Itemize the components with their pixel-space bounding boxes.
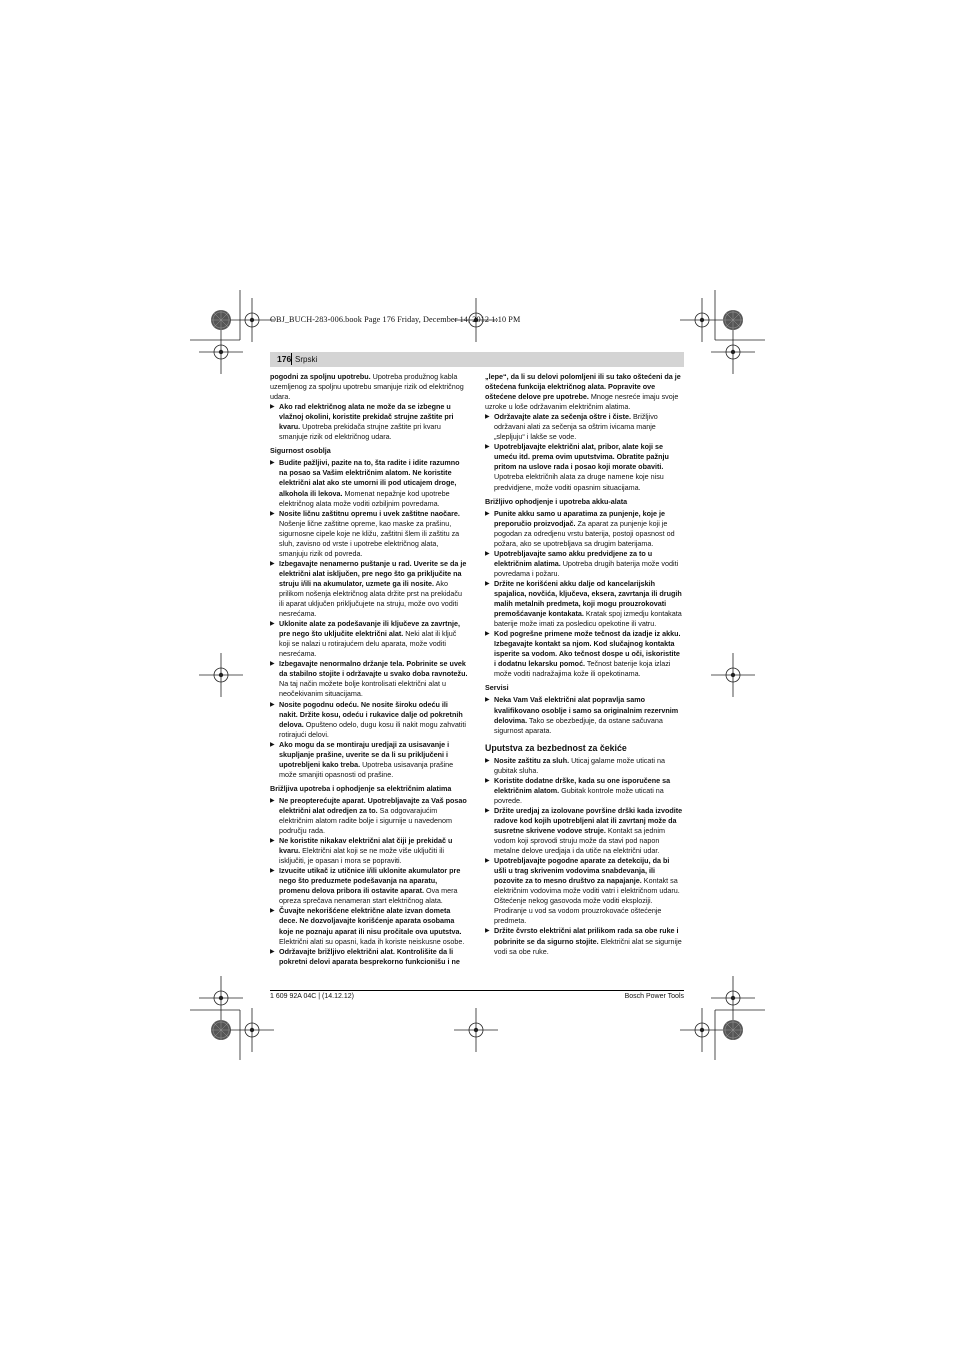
item-bold-text: Čuvajte nekorišćene električne alate izvan dometa dece. Ne dozvoljavajte korišćenje aparata osobama koje ne poznaju aparat ili nisu pročitale ova uputstva. bbox=[279, 906, 462, 936]
item-bold-text: pogodni za spoljnu upotrebu. bbox=[270, 372, 371, 381]
crop-cross-icon bbox=[230, 298, 274, 342]
item-bold-text: Ako rad električnog alata ne može da se izbegne u vlažnoj okolini, koristite prekidač strujne zaštite pri kvaru. bbox=[279, 402, 454, 432]
battery-list bbox=[485, 509, 683, 680]
list-item bbox=[485, 695, 683, 735]
list-item bbox=[270, 947, 468, 967]
item-bold-text: Držite ne korišćeni akku dalje od kancelarijskih spajalica, novčića, ključeva, eksera, zavrtanja ili drugih malih metalnih predmeta, koji mogu prouzrokovati premošćavanje kontakata. bbox=[494, 578, 682, 619]
crop-cross-icon bbox=[680, 1008, 724, 1052]
crop-cross-icon bbox=[199, 653, 243, 697]
color-disc-icon bbox=[723, 1020, 743, 1040]
item-bold-text: Izbegavajte nenormalno držanje tela. Pobrinite se uvek da stabilno stojite i održavajte u svako doba ravnotežu. bbox=[279, 659, 468, 679]
section-title-hammer-safety: Uputstva za bezbednost za čekiće bbox=[485, 742, 627, 753]
item-body-text: Mnoge nesreće imaju svoje uzroke u loše održavanim električnim alatima. bbox=[485, 392, 679, 412]
left-intro-items bbox=[270, 402, 468, 442]
item-bold-text: Uklonite alate za podešavanje ili ključeve za zavrtnje, pre nego što uključite električni alat. bbox=[279, 619, 460, 639]
crop-cross-icon bbox=[199, 976, 243, 1020]
list-item bbox=[485, 549, 683, 579]
list-item bbox=[270, 796, 468, 836]
footer-rule bbox=[270, 990, 684, 991]
item-bold-text: Neka Vam Vaš električni alat popravlja samo kvalifikovano osoblje i samo sa originalnim rezervnim delovima. bbox=[494, 695, 679, 725]
list-item bbox=[270, 906, 468, 946]
item-body-text: Kratak spoj izmedju kontakata baterije može imati za posledicu opekotine ili vatru. bbox=[494, 609, 682, 629]
item-body-text: Kontakt sa električnim vodovima može voditi vatri i električnom udaru. Oštećenje nekog gasovoda može voditi eksploziji. Prodiranje u vod sa vodom prouzrokovaće oštećenje predmeta. bbox=[494, 876, 680, 926]
item-bold-text: Izvucite utikač iz utičnice i/ili uklonite akumulator pre nego što preduzmete podešavanja na aparatu, promenu delova pribora ili ostavite aparat. bbox=[279, 866, 461, 896]
service-list bbox=[485, 695, 683, 735]
list-item bbox=[270, 836, 468, 866]
list-item bbox=[270, 619, 468, 659]
item-body-text: Upotreba prekidača strujne zaštite pri kvaru smanjuje rizik od električnog udara. bbox=[279, 422, 441, 442]
item-bold-text: Održavajte brižljivo električni alat. Kontrolišite da li pokretni delovi aparata besprekorno funkcionišu i ne bbox=[279, 946, 460, 966]
color-disc-icon bbox=[211, 1020, 231, 1040]
footer-brand: Bosch Power Tools bbox=[624, 993, 684, 1000]
item-bold-text: Držite čvrsto električni alat prilikom rada sa obe ruke i pobrinite se da sigurno stojite. bbox=[494, 926, 679, 946]
crop-cross-icon bbox=[711, 976, 755, 1020]
item-body-text: Uticaj galame može uticati na gubitak sluha. bbox=[494, 755, 665, 775]
list-item bbox=[270, 700, 468, 740]
item-body-text: Neki alat ili ključ koji se nalazi u rotirajućem delu aparata, može voditi nesrećama. bbox=[279, 629, 457, 659]
paragraph bbox=[485, 372, 683, 412]
list-item bbox=[485, 856, 683, 926]
item-bold-text: Upotrebljavajte pogodne aparate za detekciju, da bi ušli u trag skrivenim vodovima snabdevanja, ili pozovite za to mesno društvo za napajanje. bbox=[494, 856, 670, 886]
item-body-text: Upotreba produžnog kabla uzemljenog za spoljnu upotrebu smanjuje rizik od električnog udara. bbox=[270, 372, 464, 402]
header-language: Srpski bbox=[295, 355, 318, 364]
crop-cross-icon bbox=[199, 330, 243, 374]
item-body-text: Na taj način možete bolje kontrolisati električni alat u neočekivanim situacijama. bbox=[279, 679, 446, 699]
item-bold-text: Upotrebljavajte samo akku predvidjene za to u električnim alatima. bbox=[494, 548, 653, 568]
item-bold-text: Nosite pogodnu odeću. Ne nosite široku odeću ili nakit. Držite kosu, odeću i rukavice dalje od pokretnih delova. bbox=[279, 699, 463, 729]
item-body-text: Kontakt sa jednim vodom koji sprovodi struju može da stavi pod napon metalne delove uredjaja i da utiče na električni udar. bbox=[494, 826, 665, 856]
list-item bbox=[270, 866, 468, 906]
item-body-text: Upotreba usisavanja prašine može smanjiti opasnosti od prašine. bbox=[279, 759, 454, 779]
list-item bbox=[485, 756, 683, 776]
personal-safety-list bbox=[270, 458, 468, 780]
item-body-text: Tečnost baterije koja izlazi može voditi nadražajima kože ili opekotinama. bbox=[494, 659, 671, 679]
header-separator bbox=[291, 353, 292, 365]
item-bold-text: Punite akku samo u aparatima za punjenje, koje je preporučio proizvodjač. bbox=[494, 508, 665, 528]
item-bold-text: Izbegavajte nenamerno puštanje u rad. Uverite se da je električni alat isključen, pre nego što ga priključite na struju i/ili na akumulator, uzmete ga ili nosite. bbox=[279, 558, 467, 588]
crop-cross-icon bbox=[711, 330, 755, 374]
item-bold-text: Ako mogu da se montiraju uredjaji za usisavanje i skupljanje prašine, uverite se da li su priključeni i upotrebljeni kako treba. bbox=[279, 739, 450, 769]
item-body-text: Gubitak kontrole može uticati na povrede. bbox=[494, 785, 664, 805]
item-bold-text: Držite uredjaj za izolovane površine drški kada izvodite radove kod kojih upotrebljeni alat ili zavrtanj može da susretne skrivene vodove struje. bbox=[494, 805, 683, 836]
section-title-tool-use: Brižljiva upotreba i ophodjenje sa električnim alatima bbox=[270, 783, 452, 793]
item-bold-text: Kod pogrešne primene može tečnost da izadje iz akku. Izbegavajte kontakt sa njom. Kod slučajnog kontakta isperite sa vodom. Ako tečnost dospe u oči, iskoristite i dodatnu lekarsku pomoć. bbox=[494, 629, 681, 669]
item-bold-text: Nosite zaštitu za sluh. bbox=[494, 755, 570, 765]
item-bold-text: Nosite ličnu zaštitnu opremu i uvek zaštitne naočare. bbox=[279, 508, 460, 518]
item-bold-text: Ne koristite nikakav električni alat čiji je prekidač u kvaru. bbox=[279, 836, 453, 856]
item-bold-text: „lepe“, da li su delovi polomljeni ili su tako oštećeni da je oštećena funkcija električnog alata. Popravite ove oštećene delove pre upotrebe. bbox=[485, 372, 681, 402]
list-item bbox=[485, 926, 683, 956]
section-title-battery: Brižljivo ophodjenje i upotreba akku-alata bbox=[485, 496, 628, 506]
crop-cross-icon bbox=[230, 1008, 274, 1052]
list-item bbox=[485, 776, 683, 806]
hammer-safety-list bbox=[485, 756, 683, 957]
left-column bbox=[270, 372, 468, 967]
crop-cross-icon bbox=[680, 298, 724, 342]
item-body-text: Ova mera opreza sprečava nenameran start električnog alata. bbox=[279, 886, 458, 906]
print-slug: OBJ_BUCH-283-006.book Page 176 Friday, December 14, 2012 1:10 PM bbox=[270, 315, 521, 324]
item-body-text: Nošenje lične zaštitne opreme, kao maske za prašinu, sigurnosne cipele koje ne kližu, zaštitni šlem ili zaštitu za sluh, zavisno od vrste i upotrebe električnog alata, smanjuju rizik od povreda. bbox=[279, 518, 460, 558]
item-body-text: Električni alat se sigurnije vodi sa obe ruke. bbox=[494, 936, 682, 956]
list-item bbox=[270, 458, 468, 508]
list-item bbox=[485, 806, 683, 856]
item-bold-text: Budite pažljivi, pazite na to, šta radite i idite razumno na posao sa Vašim električnim alatom. Ne koristite električni alat ako ste umorni ili pod uticajem droge, alkohola ili lekova. bbox=[279, 458, 460, 498]
tool-use-list bbox=[270, 796, 468, 967]
list-item bbox=[485, 442, 683, 492]
item-body-text: Brižljivo održavani alati za sečenja sa oštrim ivicama manje „slepljuju“ i lakše se vode. bbox=[494, 412, 658, 442]
list-item bbox=[485, 579, 683, 629]
crop-cross-icon bbox=[454, 1008, 498, 1052]
item-bold-text: Koristite dodatne drške, kada su one isporučene sa električnim alatom. bbox=[494, 775, 671, 795]
item-bold-text: Održavajte alate za sečenja oštre i čiste. bbox=[494, 412, 632, 422]
item-body-text: Upotreba električnih alata za druge namene koje nisu predvidjene, može voditi opasnim situacijama. bbox=[494, 472, 664, 492]
left-intro bbox=[270, 372, 468, 402]
color-disc-icon bbox=[211, 310, 231, 330]
list-item bbox=[485, 412, 683, 442]
item-body-text: Upotreba drugih baterija može voditi povredama i požaru. bbox=[494, 558, 679, 578]
item-body-text: Električni alati su opasni, kada ih koriste neiskusne osobe. bbox=[279, 936, 465, 946]
item-bold-text: Upotrebljavajte električni alat, pribor, alate koji se umeću itd. prema ovim uputstvima. Obratite pažnju pritom na uslove rada i posao koji morate obaviti. bbox=[494, 442, 669, 472]
list-item bbox=[270, 402, 468, 442]
item-body-text: Ako prilikom nošenja električnog alata držite prst na prekidaču ili aparat uključen priključujete na struju, može ovo voditi nesrećama. bbox=[279, 578, 462, 619]
page-number: 176 bbox=[277, 354, 292, 364]
item-body-text: Za aparat za punjenje koji je pogodan za odredjenu vrstu baterija, postoji opasnost od požara, ako se upotrebljava sa drugim baterijama. bbox=[494, 518, 675, 548]
list-item bbox=[270, 659, 468, 699]
list-item bbox=[485, 629, 683, 679]
right-continuation-items bbox=[485, 412, 683, 492]
paragraph bbox=[270, 372, 468, 402]
list-item bbox=[485, 509, 683, 549]
item-body-text: Momenat nepažnje kod upotrebe električnog alata može voditi ozbiljnim povredama. bbox=[279, 488, 450, 508]
color-disc-icon bbox=[723, 310, 743, 330]
item-body-text: Opušteno odelo, dugu kosu ili nakit mogu zahvatiti rotirajući delovi. bbox=[279, 719, 466, 739]
footer-doc-code: 1 609 92A 04C | (14.12.12) bbox=[270, 993, 354, 1000]
section-title-personal-safety: Sigurnost osoblja bbox=[270, 446, 331, 456]
list-item bbox=[270, 740, 468, 780]
section-title-service: Servisi bbox=[485, 683, 509, 693]
item-body-text: Tako se obezbedjuje, da ostane sačuvana sigurnost aparata. bbox=[494, 715, 663, 735]
page-header-band bbox=[270, 352, 684, 367]
item-bold-text: Ne preopterećujte aparat. Upotrebljavajte za Vaš posao električni alat odredjen za to. bbox=[279, 795, 467, 815]
item-body-text: Sa odgovarajućim električnim alatom radite bolje i sigurnije u navedenom području rada. bbox=[279, 805, 452, 836]
right-column bbox=[485, 372, 683, 957]
right-continuation bbox=[485, 372, 683, 412]
crop-cross-icon bbox=[711, 653, 755, 697]
item-body-text: Električni alat koji se ne može više uključiti ili isključiti, je opasan i mora se popraviti. bbox=[279, 846, 444, 866]
list-item bbox=[270, 559, 468, 619]
list-item bbox=[270, 509, 468, 559]
